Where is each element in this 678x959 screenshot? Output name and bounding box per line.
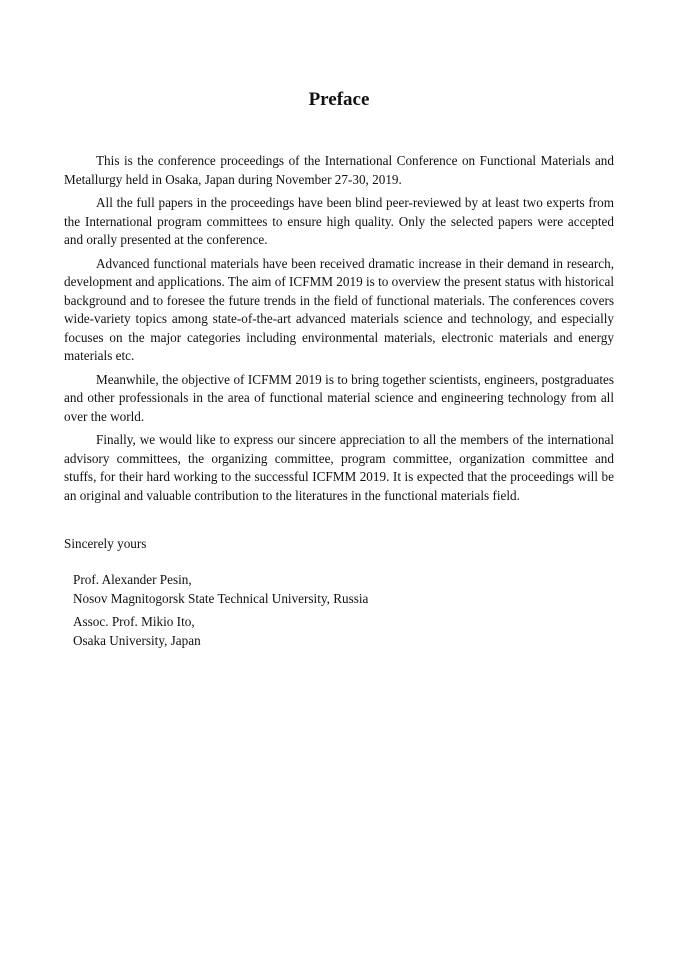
signatory-name: Assoc. Prof. Mikio Ito, — [73, 614, 195, 629]
preface-body — [64, 152, 614, 510]
signatory-block — [73, 613, 201, 650]
signatory-affiliation: Osaka University, Japan — [73, 632, 201, 648]
paragraph: All the full papers in the proceedings have been blind peer-reviewed by at least two experts from the International program committees to ensure high quality. Only the selected papers were accepted and orally presented at the conference. — [64, 195, 614, 247]
signatory-block — [73, 571, 368, 608]
paragraph: Finally, we would like to express our sincere appreciation to all the members of the international advisory committees, the organizing committee, program committee, organization committee and stuffs, for their hard working to the successful ICFMM 2019. It is expected that the proceedings will be an original and valuable contribution to the literatures in the functional materials field. — [64, 432, 614, 503]
page-title: Preface — [308, 89, 370, 110]
signatory-name: Prof. Alexander Pesin, — [73, 572, 192, 587]
paragraph: Meanwhile, the objective of ICFMM 2019 is to bring together scientists, engineers, postgraduates and other professionals in the area of functional material science and engineering technology from all over the world. — [64, 371, 614, 424]
paragraph: This is the conference proceedings of the International Conference on Functional Materials and Metallurgy held in Osaka, Japan during November 27-30, 2019. — [64, 153, 614, 187]
paragraph: Advanced functional materials have been received dramatic increase in their demand in research, development and applications. The aim of ICFMM 2019 is to overview the present status with historical background and to foresee the future trends in the field of functional materials. The conferences covers wide-variety topics among state-of-the-art advanced materials science and technology, and especially focuses on the major categories including environmental materials, electronic materials and energy materials etc. — [64, 255, 614, 363]
signatory-affiliation: Nosov Magnitogorsk State Technical University, Russia — [73, 590, 369, 606]
closing-salutation: Sincerely yours — [64, 536, 147, 551]
